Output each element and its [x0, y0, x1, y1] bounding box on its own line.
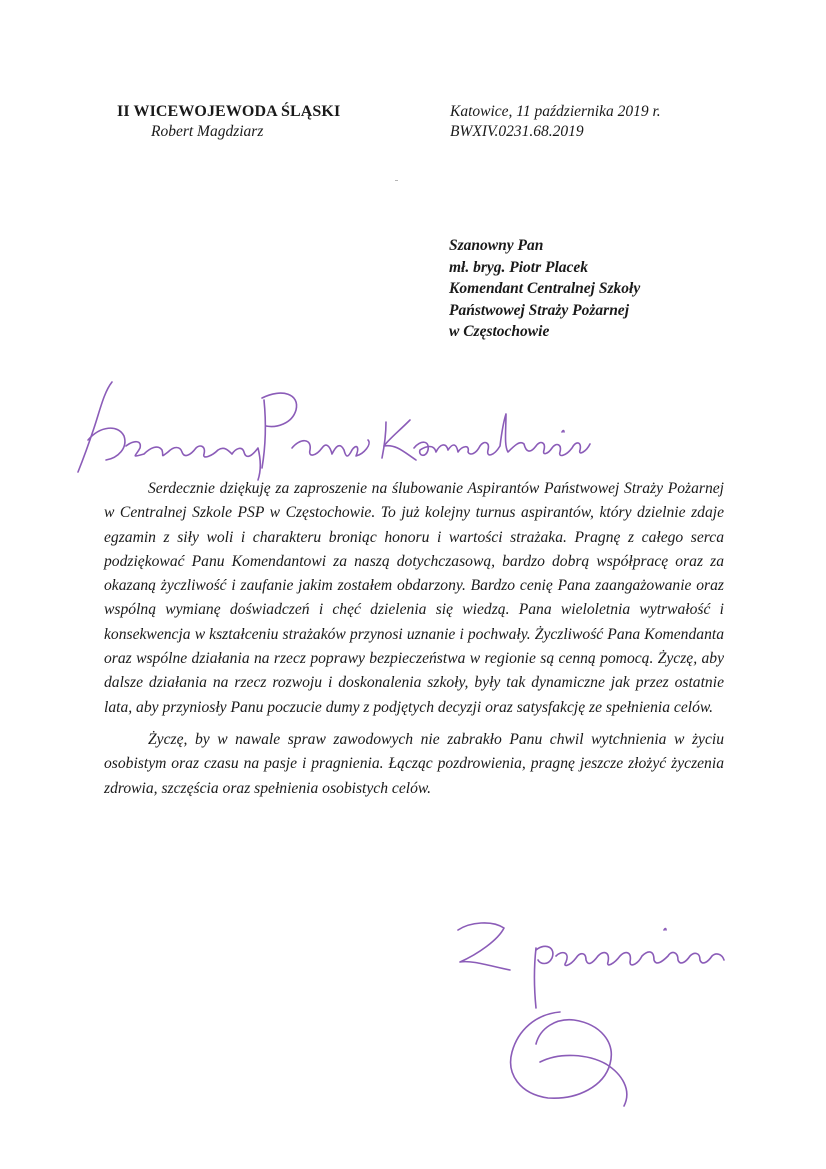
sender-block	[117, 102, 417, 142]
recipient-block	[449, 235, 769, 343]
recipient-line: mł. bryg. Piotr Placek	[449, 258, 589, 276]
body-paragraph: Życzę, by w nawale spraw zawodowych nie zabrakło Panu chwil wytchnienia w życiu osobistym oraz czasu na pasje i pragnienia. Łącząc pozdrowienia, pragnę jeszcze złożyć życzenia zdrowia, szczęścia oraz spełnienia osobistych celów.	[104, 730, 724, 797]
body-paragraph: Serdecznie dziękuję za zaproszenie na ślubowanie Aspirantów Państwowej Straży Pożarnej w Centralnej Szkole PSP w Częstochowie. To już kolejny turnus aspirantów, który dzielnie zdaje egzamin z siły woli i charakteru broniąc honoru i wartości strażaka. Pragnę z całego serca podziękować Panu Komendantowi za naszą dotychczasową, bardzo dobrą współpracę oraz za okazaną życzliwość i zaufanie jakim zostałem obdarzony. Bardzo cenię Pana zaangażowanie oraz wspólną wymianę doświadczeń i chęć dzielenia się wiedzą. Pana wieloletnia wytrwałość i konsekwencja w kształceniu strażaków przynosi uznanie i pochwały. Życzliwość Pana Komendanta oraz wspólne działania na rzecz poprawy bezpieczeństwa w regionie są cenną pomocą. Życzę, aby dalsze działania na rzecz rozwoju i doskonalenia szkoły, były tak dynamiczne jak przez ostatnie lata, aby przyniosły Panu poczucie dumy z podjętych decyzji oraz satysfakcję ze spełnienia celów.	[104, 480, 724, 716]
recipient-line: Państwowej Straży Pożarnej	[449, 301, 629, 319]
sender-office: II WICEWOJEWODA ŚLĄSKI	[117, 103, 341, 120]
scan-speck	[395, 180, 398, 181]
recipient-line: w Częstochowie	[449, 323, 550, 340]
letter-body	[104, 477, 724, 809]
reference-number: BWXIV.0231.68.2019	[450, 123, 584, 140]
handwritten-salutation	[78, 382, 590, 480]
recipient-line: Komendant Centralnej Szkoły	[449, 280, 641, 297]
letter-meta	[450, 102, 750, 142]
place-date: Katowice, 11 października 2019 r.	[450, 103, 661, 120]
recipient-line: Szanowny Pan	[449, 237, 544, 254]
sender-name: Robert Magdziarz	[151, 123, 264, 140]
handwritten-closing	[458, 923, 724, 1106]
